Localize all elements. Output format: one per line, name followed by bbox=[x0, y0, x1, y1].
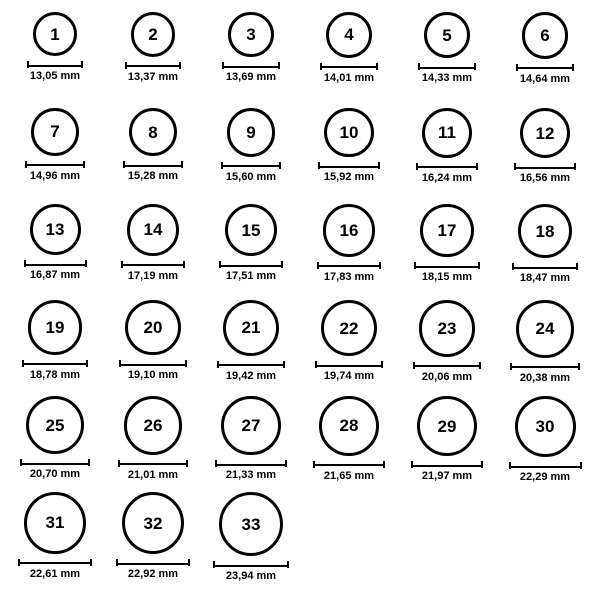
diameter-label: 22,92 mm bbox=[127, 568, 179, 581]
ring-size-grid bbox=[6, 12, 594, 588]
ring-size-cell bbox=[398, 396, 496, 492]
ring-size-number: 20 bbox=[143, 318, 163, 338]
ring-size-cell bbox=[202, 300, 300, 396]
measure-bar-icon bbox=[516, 64, 575, 71]
ring-size-cell bbox=[496, 396, 594, 492]
diameter-label: 18,15 mm bbox=[421, 271, 473, 284]
diameter-measure bbox=[222, 62, 279, 83]
measure-bar-icon bbox=[320, 63, 378, 70]
ring-size-cell bbox=[300, 396, 398, 492]
measure-bar-icon bbox=[510, 363, 580, 370]
diameter-measure bbox=[20, 459, 90, 480]
ring-size-cell bbox=[496, 108, 594, 204]
diameter-label: 17,51 mm bbox=[225, 270, 277, 283]
measure-bar-icon bbox=[219, 261, 283, 268]
ring-circle bbox=[221, 396, 280, 455]
ring-circle bbox=[129, 108, 177, 156]
diameter-measure bbox=[118, 460, 189, 481]
diameter-label: 21,65 mm bbox=[323, 469, 375, 482]
diameter-label: 14,01 mm bbox=[323, 71, 375, 84]
measure-bar-icon bbox=[315, 361, 383, 368]
ring-size-cell bbox=[104, 396, 202, 492]
ring-size-cell bbox=[6, 492, 104, 588]
ring-size-number: 16 bbox=[339, 220, 359, 240]
ring-circle bbox=[24, 492, 86, 554]
ring-circle bbox=[417, 396, 477, 456]
diameter-measure bbox=[221, 162, 282, 183]
measure-bar-icon bbox=[514, 163, 576, 170]
ring-size-cell bbox=[202, 12, 300, 108]
ring-circle bbox=[321, 300, 377, 356]
ring-size-number: 33 bbox=[241, 514, 261, 534]
ring-size-cell bbox=[300, 12, 398, 108]
diameter-label: 13,37 mm bbox=[127, 70, 179, 83]
diameter-label: 20,06 mm bbox=[421, 370, 473, 383]
ring-size-number: 27 bbox=[241, 416, 261, 436]
measure-bar-icon bbox=[118, 460, 189, 467]
measure-bar-icon bbox=[221, 162, 282, 169]
ring-circle bbox=[127, 204, 179, 256]
ring-circle bbox=[518, 204, 572, 258]
diameter-measure bbox=[27, 61, 83, 82]
ring-circle bbox=[319, 396, 379, 456]
diameter-measure bbox=[215, 460, 286, 481]
ring-circle bbox=[28, 300, 83, 355]
ring-size-number: 7 bbox=[50, 122, 60, 142]
ring-circle bbox=[131, 12, 176, 57]
measure-bar-icon bbox=[416, 163, 478, 170]
measure-bar-icon bbox=[22, 360, 89, 367]
diameter-measure bbox=[123, 161, 183, 182]
diameter-label: 15,60 mm bbox=[225, 170, 277, 183]
diameter-label: 21,33 mm bbox=[225, 469, 277, 482]
ring-size-cell bbox=[398, 12, 496, 108]
ring-size-number: 18 bbox=[535, 221, 555, 241]
diameter-label: 20,38 mm bbox=[519, 371, 571, 384]
diameter-measure bbox=[217, 361, 285, 382]
ring-circle bbox=[122, 492, 184, 554]
diameter-label: 16,87 mm bbox=[29, 269, 81, 281]
diameter-label: 17,19 mm bbox=[127, 269, 179, 282]
ring-size-cell bbox=[104, 300, 202, 396]
diameter-measure bbox=[315, 361, 383, 382]
diameter-measure bbox=[516, 64, 575, 85]
ring-size-cell bbox=[496, 12, 594, 108]
diameter-label: 14,64 mm bbox=[519, 72, 571, 85]
measure-bar-icon bbox=[414, 262, 479, 269]
ring-circle bbox=[422, 108, 472, 158]
measure-bar-icon bbox=[215, 460, 286, 467]
ring-size-number: 26 bbox=[143, 415, 163, 435]
ring-size-cell bbox=[496, 204, 594, 300]
ring-size-number: 12 bbox=[535, 123, 555, 143]
ring-size-number: 2 bbox=[148, 24, 158, 44]
ring-size-cell bbox=[300, 300, 398, 396]
ring-size-number: 25 bbox=[45, 415, 65, 435]
diameter-measure bbox=[219, 261, 283, 282]
diameter-label: 23,94 mm bbox=[225, 570, 277, 582]
ring-circle bbox=[326, 12, 372, 58]
ring-size-cell bbox=[202, 204, 300, 300]
diameter-measure bbox=[510, 363, 580, 384]
diameter-measure bbox=[25, 161, 85, 182]
measure-bar-icon bbox=[313, 461, 385, 468]
diameter-measure bbox=[418, 63, 476, 84]
diameter-label: 13,69 mm bbox=[225, 71, 277, 84]
ring-size-number: 29 bbox=[437, 416, 457, 436]
measure-bar-icon bbox=[509, 462, 582, 469]
ring-size-cell bbox=[202, 108, 300, 204]
measure-bar-icon bbox=[18, 559, 92, 566]
diameter-measure bbox=[119, 360, 186, 381]
measure-bar-icon bbox=[411, 461, 483, 468]
ring-circle bbox=[31, 108, 79, 156]
ring-size-number: 23 bbox=[437, 318, 457, 338]
diameter-measure bbox=[125, 62, 182, 83]
ring-circle bbox=[228, 12, 273, 57]
ring-circle bbox=[324, 108, 373, 157]
ring-size-cell bbox=[104, 12, 202, 108]
diameter-measure bbox=[317, 262, 382, 283]
diameter-measure bbox=[318, 162, 379, 183]
ring-size-number: 6 bbox=[540, 25, 550, 45]
measure-bar-icon bbox=[116, 559, 190, 566]
ring-circle bbox=[219, 492, 283, 556]
ring-circle bbox=[420, 204, 473, 257]
measure-bar-icon bbox=[121, 261, 185, 268]
ring-circle bbox=[516, 300, 574, 358]
ring-circle bbox=[26, 396, 84, 454]
diameter-measure bbox=[512, 263, 578, 284]
diameter-measure bbox=[509, 462, 582, 483]
ring-size-cell bbox=[398, 300, 496, 396]
diameter-label: 15,28 mm bbox=[127, 170, 179, 183]
ring-size-cell bbox=[300, 204, 398, 300]
ring-circle bbox=[227, 108, 276, 157]
diameter-measure bbox=[414, 262, 479, 283]
measure-bar-icon bbox=[119, 360, 186, 367]
ring-size-cell bbox=[300, 108, 398, 204]
diameter-measure bbox=[18, 559, 92, 580]
diameter-measure bbox=[320, 63, 378, 84]
diameter-label: 13,05 mm bbox=[29, 70, 81, 82]
ring-size-cell bbox=[202, 396, 300, 492]
ring-size-cell bbox=[6, 204, 104, 300]
diameter-label: 18,78 mm bbox=[29, 368, 81, 381]
measure-bar-icon bbox=[318, 162, 379, 169]
measure-bar-icon bbox=[222, 62, 279, 69]
diameter-measure bbox=[313, 461, 385, 482]
measure-bar-icon bbox=[27, 61, 83, 68]
diameter-label: 14,33 mm bbox=[421, 72, 473, 85]
measure-bar-icon bbox=[213, 561, 289, 568]
measure-bar-icon bbox=[317, 262, 382, 269]
ring-size-cell bbox=[104, 492, 202, 588]
diameter-measure bbox=[514, 163, 576, 184]
ring-size-number: 24 bbox=[535, 319, 555, 339]
diameter-label: 21,97 mm bbox=[421, 470, 473, 483]
ring-size-number: 17 bbox=[437, 221, 457, 241]
measure-bar-icon bbox=[418, 63, 476, 70]
ring-size-cell bbox=[6, 300, 104, 396]
ring-circle bbox=[125, 300, 180, 355]
diameter-measure bbox=[413, 362, 482, 383]
ring-size-number: 32 bbox=[143, 513, 163, 533]
diameter-label: 18,47 mm bbox=[519, 272, 571, 284]
ring-size-number: 19 bbox=[45, 317, 65, 337]
diameter-label: 14,96 mm bbox=[29, 169, 81, 182]
ring-circle bbox=[520, 108, 570, 158]
ring-circle bbox=[33, 12, 77, 56]
diameter-measure bbox=[411, 461, 483, 482]
ring-size-cell bbox=[496, 300, 594, 396]
diameter-measure bbox=[213, 561, 289, 582]
measure-bar-icon bbox=[24, 260, 87, 267]
diameter-label: 15,92 mm bbox=[323, 171, 375, 184]
ring-size-number: 3 bbox=[246, 25, 256, 45]
diameter-label: 19,10 mm bbox=[127, 369, 179, 382]
measure-bar-icon bbox=[217, 361, 285, 368]
diameter-measure bbox=[22, 360, 89, 381]
diameter-label: 20,70 mm bbox=[29, 468, 81, 480]
ring-circle bbox=[223, 300, 279, 356]
ring-size-number: 11 bbox=[438, 123, 456, 143]
ring-size-number: 28 bbox=[339, 416, 359, 436]
diameter-measure bbox=[116, 559, 190, 580]
ring-size-number: 13 bbox=[45, 220, 65, 239]
ring-circle bbox=[124, 396, 183, 455]
ring-circle bbox=[522, 12, 569, 59]
ring-circle bbox=[515, 396, 576, 457]
measure-bar-icon bbox=[125, 62, 182, 69]
measure-bar-icon bbox=[20, 459, 90, 466]
diameter-measure bbox=[24, 260, 87, 281]
measure-bar-icon bbox=[25, 161, 85, 168]
ring-size-number: 10 bbox=[339, 123, 359, 143]
diameter-label: 17,83 mm bbox=[323, 270, 375, 283]
ring-size-cell bbox=[104, 204, 202, 300]
ring-size-number: 1 bbox=[50, 24, 60, 44]
ring-circle bbox=[424, 12, 470, 58]
ring-circle bbox=[323, 204, 376, 257]
diameter-label: 16,56 mm bbox=[519, 172, 571, 185]
diameter-measure bbox=[121, 261, 185, 282]
ring-size-number: 4 bbox=[344, 25, 354, 45]
ring-circle bbox=[419, 300, 476, 357]
ring-size-number: 15 bbox=[241, 220, 261, 240]
ring-size-number: 30 bbox=[535, 417, 555, 436]
ring-size-number: 5 bbox=[442, 25, 452, 45]
diameter-measure bbox=[416, 163, 478, 184]
ring-size-cell bbox=[398, 108, 496, 204]
ring-size-cell bbox=[6, 396, 104, 492]
diameter-label: 19,42 mm bbox=[225, 369, 277, 382]
ring-size-number: 8 bbox=[148, 122, 158, 142]
measure-bar-icon bbox=[512, 263, 578, 270]
ring-size-cell bbox=[6, 108, 104, 204]
ring-circle bbox=[30, 204, 81, 255]
diameter-label: 22,29 mm bbox=[519, 471, 571, 483]
diameter-label: 16,24 mm bbox=[421, 171, 473, 184]
ring-size-cell bbox=[202, 492, 300, 588]
diameter-label: 22,61 mm bbox=[29, 567, 81, 580]
measure-bar-icon bbox=[123, 161, 183, 168]
ring-size-number: 9 bbox=[246, 122, 256, 142]
ring-size-number: 14 bbox=[143, 220, 163, 240]
ring-size-cell bbox=[104, 108, 202, 204]
ring-circle bbox=[225, 204, 277, 256]
ring-size-number: 31 bbox=[45, 513, 65, 533]
diameter-label: 19,74 mm bbox=[323, 370, 375, 383]
ring-size-number: 21 bbox=[241, 318, 261, 338]
ring-size-cell bbox=[6, 12, 104, 108]
diameter-label: 21,01 mm bbox=[127, 468, 179, 481]
ring-size-cell bbox=[398, 204, 496, 300]
ring-size-number: 22 bbox=[339, 318, 359, 338]
measure-bar-icon bbox=[413, 362, 482, 369]
